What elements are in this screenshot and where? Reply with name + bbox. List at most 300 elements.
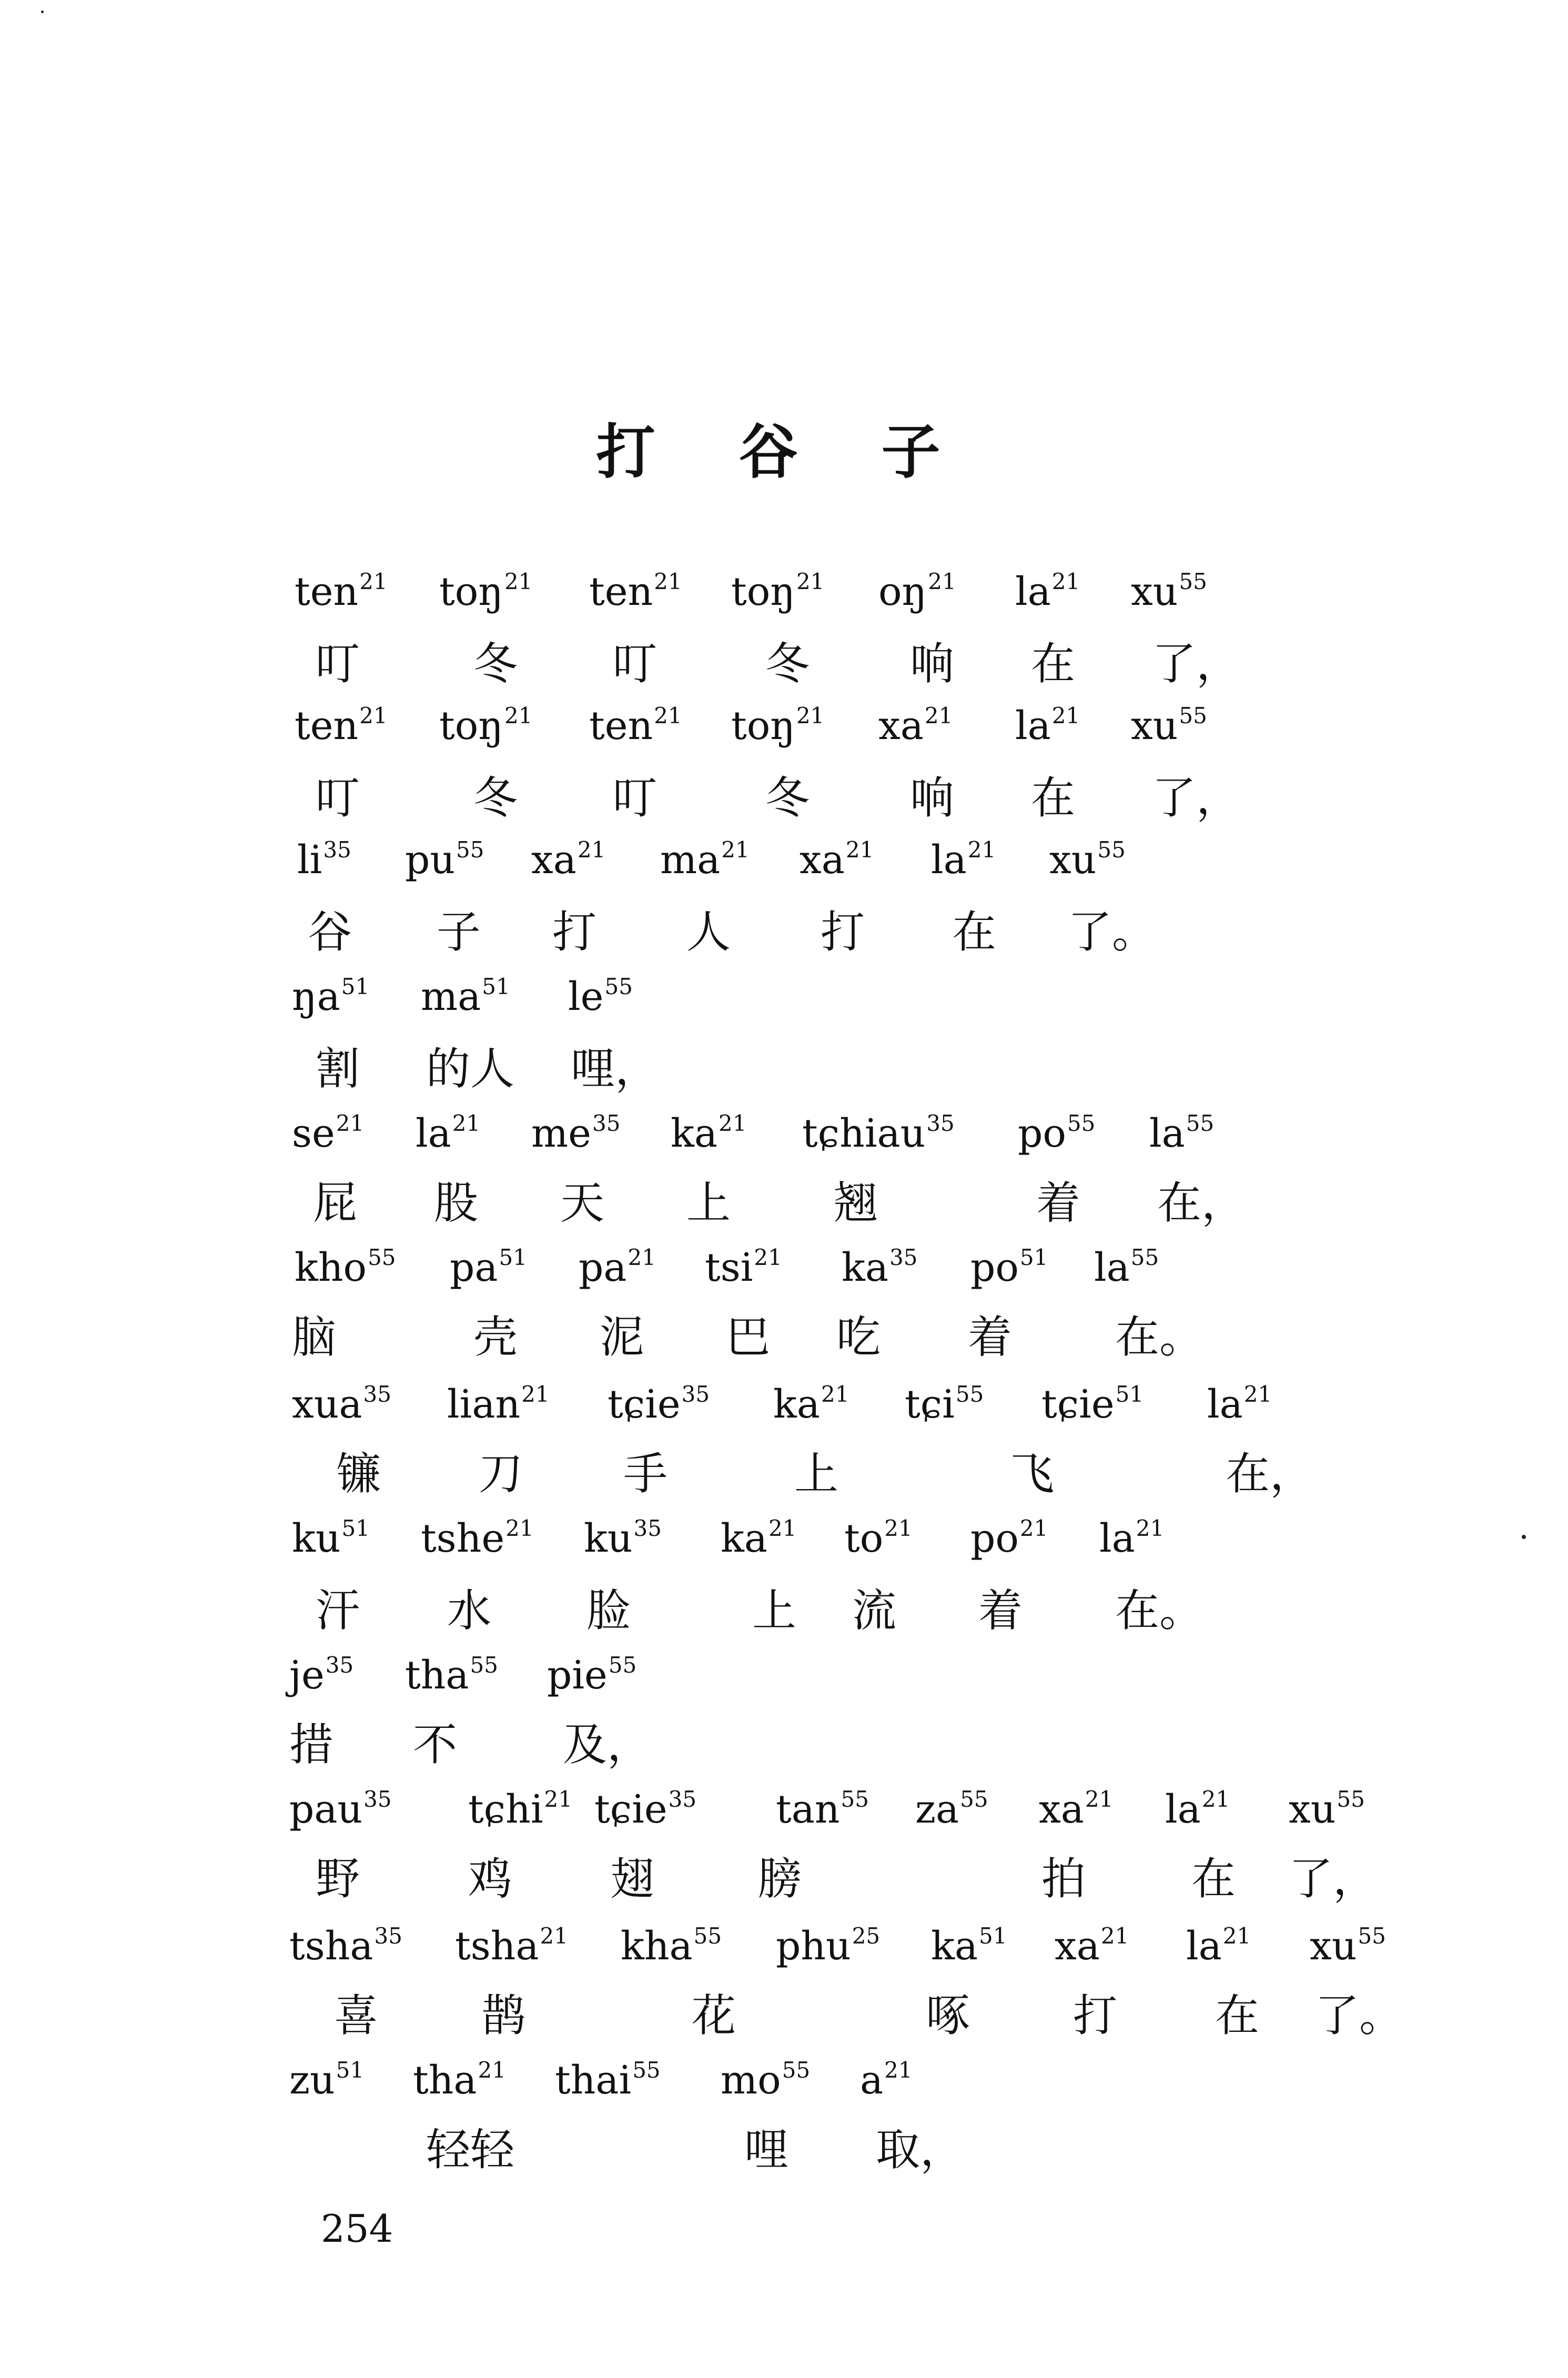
syllable-text: tshe bbox=[421, 1516, 505, 1561]
syllable-text: a bbox=[860, 2058, 884, 2103]
hanzi-gloss: 野 bbox=[316, 1853, 360, 1905]
syllable-text: ma bbox=[421, 974, 481, 1019]
hanzi-gloss: 屁 bbox=[313, 1177, 358, 1229]
syllable-text: kha bbox=[621, 1924, 693, 1969]
hanzi-line bbox=[0, 1448, 1568, 1520]
ipa-syllable bbox=[802, 1110, 955, 1156]
syllable-text: po bbox=[970, 1516, 1019, 1561]
hanzi-gloss: 不 bbox=[413, 1719, 458, 1770]
syllable-text: la bbox=[1099, 1516, 1135, 1561]
syllable-text: toŋ bbox=[731, 569, 795, 614]
syllable-text: ka bbox=[721, 1516, 767, 1561]
tone-number: 55 bbox=[632, 2057, 661, 2083]
hanzi-gloss: 在。 bbox=[1115, 1585, 1204, 1636]
ipa-line bbox=[0, 976, 1568, 1044]
syllable-text: pau bbox=[289, 1787, 363, 1832]
ipa-syllable bbox=[970, 1244, 1048, 1290]
hanzi-gloss: 割 bbox=[316, 1043, 360, 1095]
tone-number: 21 bbox=[1100, 1923, 1129, 1949]
syllable-text: tan bbox=[776, 1787, 840, 1832]
hanzi-gloss: 取， bbox=[876, 2124, 965, 2175]
ipa-syllable bbox=[1099, 1515, 1165, 1561]
ipa-syllable bbox=[555, 2057, 661, 2103]
syllable-text: la bbox=[931, 837, 967, 883]
syllable-text: tsha bbox=[289, 1924, 373, 1969]
hanzi-line bbox=[0, 638, 1568, 710]
syllable-text: ten bbox=[295, 703, 359, 748]
tone-number: 21 bbox=[754, 1244, 782, 1270]
ipa-syllable bbox=[1165, 1786, 1230, 1832]
tone-number: 21 bbox=[1051, 703, 1080, 728]
hanzi-gloss: 子 bbox=[437, 906, 481, 958]
syllable-text: ku bbox=[292, 1516, 341, 1561]
hanzi-gloss: 壳 bbox=[473, 1311, 518, 1363]
ipa-syllable bbox=[1039, 1786, 1114, 1832]
ipa-syllable bbox=[915, 1786, 988, 1832]
syllable-text: me bbox=[531, 1111, 591, 1156]
ipa-syllable bbox=[439, 703, 533, 748]
syllable-text: pa bbox=[450, 1245, 498, 1290]
ipa-line bbox=[0, 571, 1568, 639]
ipa-syllable bbox=[721, 1515, 797, 1561]
hanzi-gloss: 的人 bbox=[426, 1043, 515, 1095]
syllable-text: tɕhi bbox=[468, 1787, 543, 1832]
hanzi-gloss: 了， bbox=[1152, 638, 1241, 690]
tone-number: 55 bbox=[1179, 569, 1207, 594]
hanzi-gloss: 在 bbox=[1031, 638, 1076, 690]
hanzi-line bbox=[0, 1990, 1568, 2062]
tone-number: 21 bbox=[1085, 1786, 1114, 1812]
syllable-text: tha bbox=[413, 2058, 477, 2103]
syllable-text: mo bbox=[721, 2058, 781, 2103]
hanzi-gloss: 了， bbox=[1289, 1853, 1378, 1905]
syllable-text: li bbox=[297, 837, 322, 883]
ipa-syllable bbox=[584, 1515, 662, 1561]
hanzi-gloss: 了， bbox=[1152, 772, 1241, 824]
hanzi-gloss: 着 bbox=[968, 1311, 1013, 1363]
hanzi-gloss: 水 bbox=[447, 1585, 492, 1636]
ipa-syllable bbox=[905, 1381, 984, 1427]
scan-speck bbox=[1522, 1535, 1526, 1539]
hanzi-gloss: 打 bbox=[1073, 1990, 1118, 2041]
ipa-syllable bbox=[931, 837, 996, 883]
syllable-text: toŋ bbox=[439, 569, 503, 614]
ipa-syllable bbox=[776, 1786, 869, 1832]
tone-number: 55 bbox=[1337, 1786, 1365, 1812]
ipa-syllable bbox=[1207, 1381, 1272, 1427]
syllable-text: ka bbox=[842, 1245, 888, 1290]
syllable-text: kho bbox=[295, 1245, 367, 1290]
tone-number: 51 bbox=[341, 1515, 370, 1541]
tone-number: 51 bbox=[336, 2057, 365, 2083]
syllable-text: xu bbox=[1049, 837, 1097, 883]
tone-number: 55 bbox=[608, 1652, 637, 1678]
tone-number: 21 bbox=[924, 703, 953, 728]
syllable-text: pu bbox=[405, 837, 456, 883]
ipa-line bbox=[0, 1788, 1568, 1857]
hanzi-gloss: 手 bbox=[623, 1448, 668, 1500]
hanzi-gloss: 脸 bbox=[586, 1585, 631, 1636]
syllable-text: tɕie bbox=[1041, 1382, 1115, 1427]
hanzi-gloss: 泥 bbox=[600, 1311, 644, 1363]
hanzi-line bbox=[0, 1585, 1568, 1657]
ipa-syllable bbox=[295, 569, 388, 614]
ipa-syllable bbox=[878, 569, 956, 614]
syllable-text: tsi bbox=[705, 1245, 753, 1290]
tone-number: 21 bbox=[654, 703, 682, 728]
hanzi-line bbox=[0, 906, 1568, 978]
tone-number: 35 bbox=[325, 1652, 354, 1678]
tone-number: 55 bbox=[960, 1786, 988, 1812]
hanzi-gloss: 在 bbox=[1031, 772, 1076, 824]
ipa-syllable bbox=[721, 2057, 811, 2103]
tone-number: 21 bbox=[654, 569, 682, 594]
tone-number: 21 bbox=[540, 1923, 568, 1949]
tone-number: 21 bbox=[796, 703, 825, 728]
tone-number: 55 bbox=[1097, 837, 1126, 863]
ipa-syllable bbox=[800, 837, 874, 883]
hanzi-gloss: 在 bbox=[1191, 1853, 1236, 1905]
tone-number: 21 bbox=[768, 1515, 797, 1541]
syllable-text: ka bbox=[671, 1111, 717, 1156]
tone-number: 21 bbox=[359, 569, 388, 594]
syllable-text: se bbox=[292, 1111, 335, 1156]
ipa-line bbox=[0, 2059, 1568, 2128]
ipa-syllable bbox=[295, 703, 388, 748]
tone-number: 21 bbox=[884, 2057, 913, 2083]
tone-number: 51 bbox=[978, 1923, 1007, 1949]
syllable-text: xa bbox=[800, 837, 845, 883]
scan-speck bbox=[41, 11, 44, 13]
ipa-syllable bbox=[289, 2057, 365, 2103]
hanzi-gloss: 股 bbox=[434, 1177, 479, 1229]
ipa-syllable bbox=[705, 1244, 782, 1290]
syllable-text: po bbox=[1018, 1111, 1066, 1156]
tone-number: 51 bbox=[499, 1244, 527, 1270]
hanzi-gloss: 措 bbox=[289, 1719, 334, 1770]
tone-number: 35 bbox=[363, 1381, 391, 1407]
tone-number: 55 bbox=[470, 1652, 498, 1678]
tone-number: 21 bbox=[544, 1786, 572, 1812]
syllable-text: po bbox=[970, 1245, 1019, 1290]
hanzi-line bbox=[0, 1043, 1568, 1115]
ipa-syllable bbox=[413, 2057, 506, 2103]
hanzi-line bbox=[0, 772, 1568, 844]
tone-number: 21 bbox=[845, 837, 874, 863]
syllable-text: xa bbox=[531, 837, 576, 883]
tone-number: 35 bbox=[374, 1923, 402, 1949]
syllable-text: xa bbox=[878, 703, 924, 748]
ipa-syllable bbox=[455, 1923, 568, 1969]
ipa-syllable bbox=[416, 1110, 481, 1156]
ipa-syllable bbox=[297, 837, 351, 883]
ipa-syllable bbox=[1055, 1923, 1129, 1969]
hanzi-gloss: 刀 bbox=[479, 1448, 523, 1500]
syllable-text: ten bbox=[589, 569, 653, 614]
tone-number: 55 bbox=[782, 2057, 811, 2083]
ipa-line bbox=[0, 839, 1568, 907]
poem-title: 打 谷 子 bbox=[596, 418, 972, 487]
tone-number: 35 bbox=[926, 1110, 955, 1136]
tone-number: 21 bbox=[577, 837, 606, 863]
tone-number: 51 bbox=[341, 974, 370, 999]
tone-number: 25 bbox=[852, 1923, 881, 1949]
hanzi-gloss: 哩 bbox=[744, 2124, 789, 2175]
tone-number: 55 bbox=[456, 837, 484, 863]
syllable-text: tha bbox=[405, 1653, 469, 1698]
tone-number: 51 bbox=[1019, 1244, 1048, 1270]
syllable-text: ku bbox=[584, 1516, 633, 1561]
ipa-syllable bbox=[1018, 1110, 1096, 1156]
ipa-line bbox=[0, 1925, 1568, 1994]
tone-number: 55 bbox=[1067, 1110, 1096, 1136]
tone-number: 21 bbox=[452, 1110, 481, 1136]
syllable-text: za bbox=[915, 1787, 959, 1832]
hanzi-gloss: 了。 bbox=[1315, 1990, 1404, 2041]
syllable-text: toŋ bbox=[731, 703, 795, 748]
hanzi-gloss: 飞 bbox=[1010, 1448, 1055, 1500]
syllable-text: ka bbox=[773, 1382, 820, 1427]
ipa-syllable bbox=[531, 837, 606, 883]
syllable-text: la bbox=[416, 1111, 451, 1156]
tone-number: 21 bbox=[1243, 1381, 1272, 1407]
syllable-text: zu bbox=[289, 2058, 335, 2103]
hanzi-gloss: 冬 bbox=[473, 772, 518, 824]
syllable-text: phu bbox=[776, 1924, 851, 1969]
ipa-syllable bbox=[289, 1786, 392, 1832]
syllable-text: xua bbox=[292, 1382, 362, 1427]
tone-number: 21 bbox=[884, 1515, 913, 1541]
hanzi-gloss: 着 bbox=[978, 1585, 1023, 1636]
ipa-syllable bbox=[421, 1515, 534, 1561]
hanzi-line bbox=[0, 1853, 1568, 1925]
syllable-text: to bbox=[844, 1516, 884, 1561]
hanzi-gloss: 谷 bbox=[308, 906, 352, 958]
syllable-text: tsha bbox=[455, 1924, 539, 1969]
syllable-text: ten bbox=[295, 569, 359, 614]
tone-number: 35 bbox=[363, 1786, 392, 1812]
ipa-syllable bbox=[1149, 1110, 1215, 1156]
ipa-syllable bbox=[1289, 1786, 1365, 1832]
hanzi-gloss: 啄 bbox=[926, 1990, 970, 2041]
syllable-text: la bbox=[1015, 569, 1051, 614]
tone-number: 35 bbox=[889, 1244, 918, 1270]
tone-number: 21 bbox=[336, 1110, 365, 1136]
tone-number: 55 bbox=[1179, 703, 1207, 728]
syllable-text: le bbox=[568, 974, 604, 1019]
syllable-text: pie bbox=[547, 1653, 608, 1698]
hanzi-gloss: 镰 bbox=[337, 1448, 381, 1500]
ipa-syllable bbox=[292, 1515, 370, 1561]
hanzi-gloss: 冬 bbox=[765, 772, 810, 824]
hanzi-gloss: 花 bbox=[692, 1990, 736, 2041]
ipa-syllable bbox=[579, 1244, 656, 1290]
tone-number: 51 bbox=[482, 974, 510, 999]
hanzi-gloss: 冬 bbox=[765, 638, 810, 690]
hanzi-line bbox=[0, 2124, 1568, 2196]
syllable-text: xu bbox=[1131, 569, 1178, 614]
tone-number: 21 bbox=[967, 837, 996, 863]
tone-number: 21 bbox=[521, 1381, 550, 1407]
ipa-syllable bbox=[1015, 703, 1080, 748]
hanzi-gloss: 上 bbox=[752, 1585, 797, 1636]
ipa-syllable bbox=[1310, 1923, 1386, 1969]
tone-number: 35 bbox=[323, 837, 351, 863]
syllable-text: la bbox=[1165, 1787, 1201, 1832]
tone-number: 21 bbox=[1051, 569, 1080, 594]
syllable-text: xa bbox=[1039, 1787, 1084, 1832]
tone-number: 55 bbox=[1358, 1923, 1386, 1949]
hanzi-gloss: 鸡 bbox=[468, 1853, 513, 1905]
ipa-syllable bbox=[289, 1652, 354, 1698]
ipa-line bbox=[0, 705, 1568, 773]
ipa-syllable bbox=[842, 1244, 918, 1290]
ipa-line bbox=[0, 1112, 1568, 1181]
syllable-text: xa bbox=[1055, 1924, 1100, 1969]
ipa-syllable bbox=[468, 1786, 572, 1832]
hanzi-line bbox=[0, 1719, 1568, 1791]
ipa-syllable bbox=[547, 1652, 637, 1698]
hanzi-gloss: 喜 bbox=[334, 1990, 379, 2041]
ipa-syllable bbox=[731, 703, 825, 748]
hanzi-gloss: 叮 bbox=[613, 638, 657, 690]
hanzi-gloss: 在 bbox=[952, 906, 997, 958]
ipa-syllable bbox=[292, 974, 370, 1019]
syllable-text: lian bbox=[447, 1382, 521, 1427]
hanzi-gloss: 流 bbox=[852, 1585, 897, 1636]
hanzi-gloss: 天 bbox=[560, 1177, 605, 1229]
syllable-text: tɕie bbox=[608, 1382, 681, 1427]
ipa-syllable bbox=[439, 569, 533, 614]
tone-number: 21 bbox=[718, 1110, 747, 1136]
syllable-text: toŋ bbox=[439, 703, 503, 748]
tone-number: 35 bbox=[668, 1786, 697, 1812]
hanzi-gloss: 叮 bbox=[613, 772, 657, 824]
ipa-syllable bbox=[1186, 1923, 1251, 1969]
ipa-syllable bbox=[773, 1381, 849, 1427]
tone-number: 35 bbox=[633, 1515, 662, 1541]
hanzi-gloss: 汗 bbox=[316, 1585, 360, 1636]
syllable-text: thai bbox=[555, 2058, 632, 2103]
ipa-syllable bbox=[292, 1110, 365, 1156]
tone-number: 21 bbox=[478, 2057, 506, 2083]
ipa-syllable bbox=[295, 1244, 396, 1290]
syllable-text: ŋa bbox=[292, 974, 340, 1019]
ipa-line bbox=[0, 1244, 1568, 1315]
syllable-text: tɕi bbox=[905, 1382, 955, 1427]
tone-number: 55 bbox=[841, 1786, 869, 1812]
ipa-syllable bbox=[1049, 837, 1126, 883]
ipa-syllable bbox=[289, 1923, 402, 1969]
ipa-syllable bbox=[531, 1110, 621, 1156]
tone-number: 21 bbox=[796, 569, 825, 594]
hanzi-gloss: 打 bbox=[552, 906, 597, 958]
ipa-syllable bbox=[447, 1381, 550, 1427]
ipa-syllable bbox=[1131, 703, 1207, 748]
ipa-syllable bbox=[970, 1515, 1048, 1561]
ipa-line bbox=[0, 1517, 1568, 1586]
ipa-syllable bbox=[608, 1381, 710, 1427]
hanzi-gloss: 哩， bbox=[571, 1043, 660, 1095]
ipa-syllable bbox=[589, 703, 682, 748]
ipa-syllable bbox=[671, 1110, 747, 1156]
hanzi-gloss: 了。 bbox=[1068, 906, 1157, 958]
syllable-text: la bbox=[1015, 703, 1051, 748]
hanzi-gloss: 鹊 bbox=[481, 1990, 526, 2041]
syllable-text: tɕhiau bbox=[802, 1111, 926, 1156]
tone-number: 55 bbox=[604, 974, 633, 999]
hanzi-gloss: 叮 bbox=[316, 638, 360, 690]
tone-number: 21 bbox=[821, 1381, 849, 1407]
ipa-syllable bbox=[1015, 569, 1080, 614]
hanzi-gloss: 着 bbox=[1036, 1177, 1081, 1229]
tone-number: 55 bbox=[368, 1244, 396, 1270]
tone-number: 21 bbox=[1019, 1515, 1048, 1541]
tone-number: 21 bbox=[359, 703, 388, 728]
syllable-text: ma bbox=[660, 837, 721, 883]
hanzi-gloss: 脑 bbox=[292, 1311, 337, 1363]
ipa-syllable bbox=[931, 1923, 1007, 1969]
tone-number: 21 bbox=[628, 1244, 656, 1270]
ipa-syllable bbox=[421, 974, 510, 1019]
ipa-line bbox=[0, 1383, 1568, 1452]
syllable-text: je bbox=[289, 1653, 325, 1698]
ipa-syllable bbox=[1094, 1244, 1159, 1290]
hanzi-gloss: 响 bbox=[910, 772, 955, 824]
hanzi-gloss: 翅 bbox=[610, 1853, 655, 1905]
tone-number: 21 bbox=[1136, 1515, 1165, 1541]
tone-number: 21 bbox=[928, 569, 956, 594]
ipa-syllable bbox=[776, 1923, 881, 1969]
page-number: 254 bbox=[321, 2207, 393, 2251]
ipa-syllable bbox=[844, 1515, 913, 1561]
tone-number: 21 bbox=[505, 1515, 534, 1541]
hanzi-line bbox=[0, 1311, 1568, 1383]
ipa-syllable bbox=[405, 1652, 498, 1698]
ipa-syllable bbox=[621, 1923, 722, 1969]
ipa-syllable bbox=[450, 1244, 527, 1290]
syllable-text: ten bbox=[589, 703, 653, 748]
hanzi-gloss: 在， bbox=[1157, 1177, 1246, 1229]
tone-number: 55 bbox=[1186, 1110, 1215, 1136]
ipa-syllable bbox=[1131, 569, 1207, 614]
hanzi-gloss: 上 bbox=[686, 1177, 731, 1229]
syllable-text: xu bbox=[1131, 703, 1178, 748]
tone-number: 51 bbox=[1115, 1381, 1144, 1407]
tone-number: 21 bbox=[1201, 1786, 1230, 1812]
syllable-text: pa bbox=[579, 1245, 627, 1290]
syllable-text: la bbox=[1186, 1924, 1222, 1969]
syllable-text: tɕie bbox=[594, 1787, 667, 1832]
syllable-text: la bbox=[1094, 1245, 1130, 1290]
syllable-text: xu bbox=[1310, 1924, 1357, 1969]
tone-number: 21 bbox=[504, 703, 533, 728]
ipa-syllable bbox=[1041, 1381, 1144, 1427]
tone-number: 21 bbox=[504, 569, 533, 594]
hanzi-gloss: 膀 bbox=[757, 1853, 802, 1905]
tone-number: 35 bbox=[681, 1381, 710, 1407]
ipa-syllable bbox=[292, 1381, 391, 1427]
ipa-syllable bbox=[405, 837, 484, 883]
syllable-text: la bbox=[1207, 1382, 1243, 1427]
ipa-line bbox=[0, 1654, 1568, 1723]
hanzi-gloss: 叮 bbox=[316, 772, 360, 824]
syllable-text: xu bbox=[1289, 1787, 1336, 1832]
ipa-syllable bbox=[878, 703, 953, 748]
hanzi-line bbox=[0, 1177, 1568, 1249]
tone-number: 21 bbox=[721, 837, 750, 863]
hanzi-gloss: 响 bbox=[910, 638, 955, 690]
